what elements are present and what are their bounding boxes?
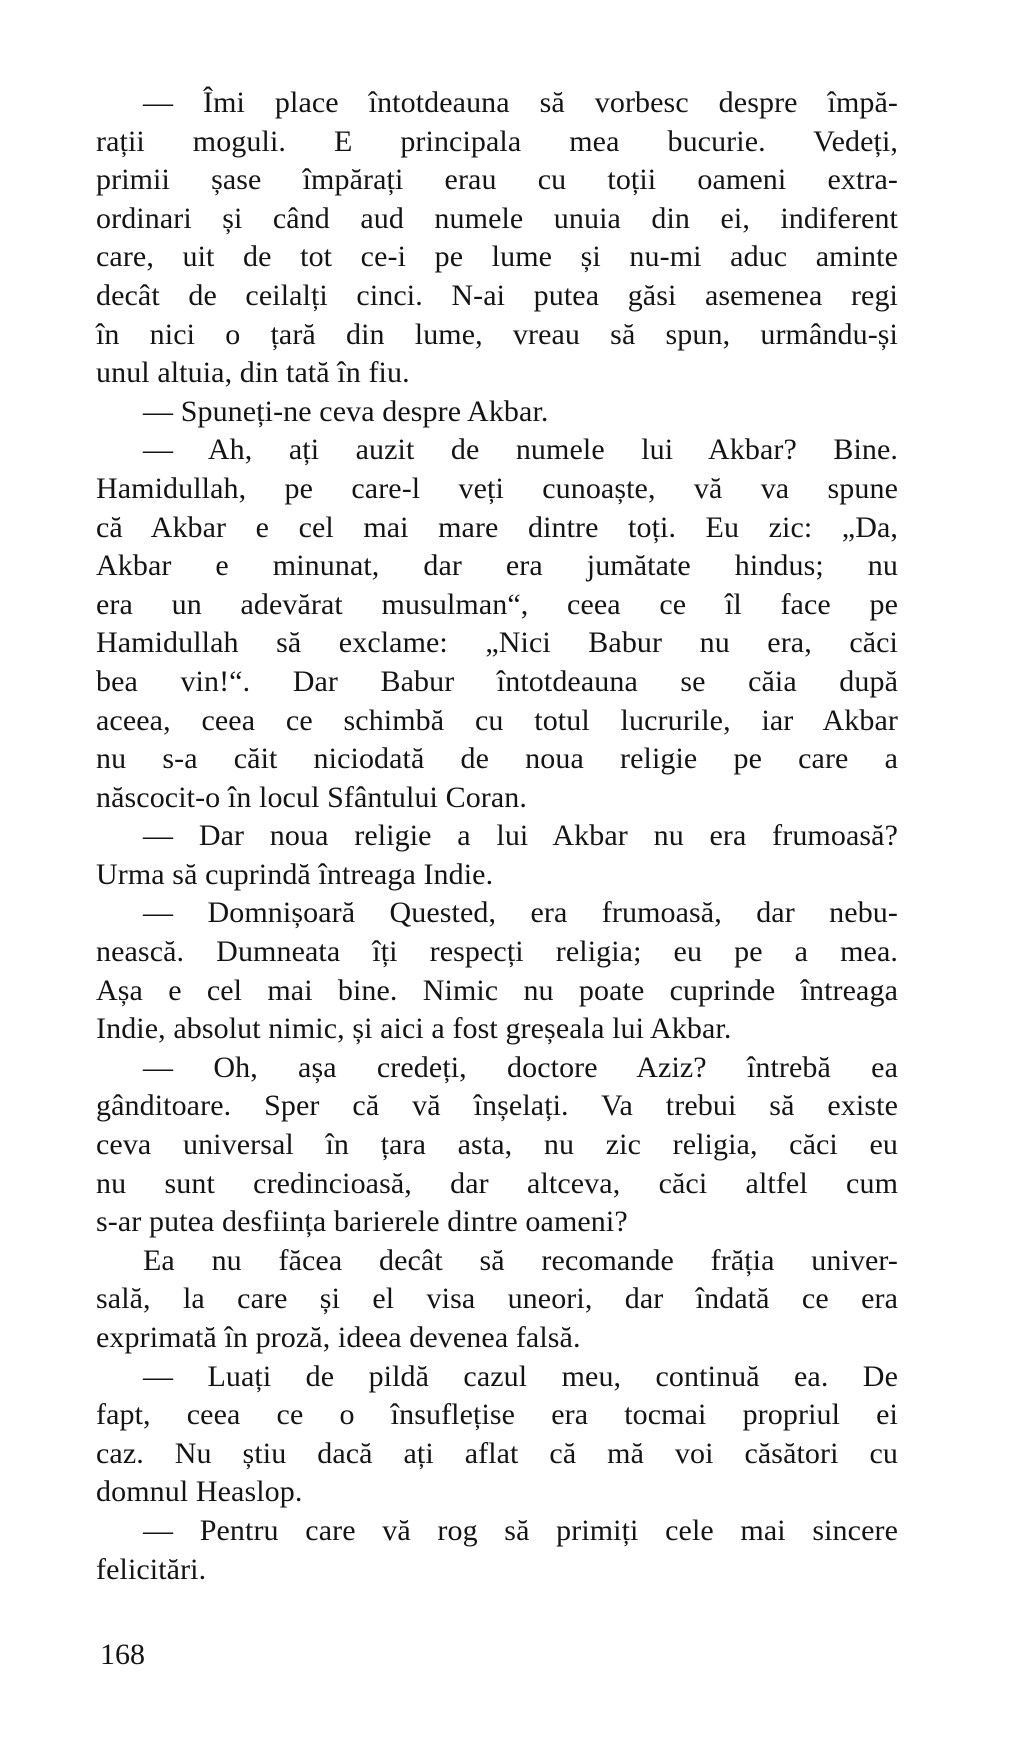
text-line: că Akbar e cel mai mare dintre toți. Eu zic: „Da, bbox=[96, 510, 898, 544]
paragraph bbox=[96, 393, 898, 432]
text-line: nu s-a căit niciodată de noua religie pe care a bbox=[96, 742, 898, 776]
text-line: în nici o țară din lume, vreau să spun, urmându-și bbox=[96, 317, 898, 351]
text-line: — Ah, ați auzit de numele lui Akbar? Bine. bbox=[143, 433, 898, 467]
text-line: rații moguli. E principala mea bucurie. Vedeți, bbox=[96, 124, 898, 158]
text-line: Așa e cel mai bine. Nimic nu poate cuprinde întreaga bbox=[96, 973, 898, 1007]
paragraph bbox=[96, 1242, 898, 1358]
text-line: bea vin!“. Dar Babur întotdeauna se căia după bbox=[96, 664, 898, 698]
text-line: nească. Dumneata îți respecți religia; eu pe a mea. bbox=[96, 935, 898, 969]
text-line: — Luați de pildă cazul meu, continuă ea. De bbox=[143, 1359, 898, 1393]
text-line: ordinari și când aud numele unuia din ei, indiferent bbox=[96, 201, 898, 235]
paragraph bbox=[96, 1512, 898, 1589]
paragraph bbox=[96, 1358, 898, 1512]
text-line: — Dar noua religie a lui Akbar nu era frumoasă? bbox=[143, 819, 898, 853]
text-line: — Pentru care vă rog să primiți cele mai sincere bbox=[143, 1513, 898, 1547]
text-line: fapt, ceea ce o însuflețise era tocmai propriul ei bbox=[96, 1398, 898, 1432]
paragraph bbox=[96, 1049, 898, 1242]
text-line: ceva universal în țara asta, nu zic religia, căci eu bbox=[96, 1128, 898, 1162]
text-line: decât de ceilalți cinci. N-ai putea găsi asemenea regi bbox=[96, 278, 898, 312]
text-line: Urma să cuprindă întreaga Indie. bbox=[96, 857, 494, 891]
paragraph bbox=[96, 84, 898, 393]
text-line: era un adevărat musulman“, ceea ce îl face pe bbox=[96, 587, 898, 621]
text-line: nu sunt credincioasă, dar altceva, căci altfel cum bbox=[96, 1166, 898, 1200]
text-line: sală, la care și el visa uneori, dar îndată ce era bbox=[96, 1282, 898, 1316]
text-line: felicitări. bbox=[96, 1552, 207, 1586]
text-line: aceea, ceea ce schimbă cu totul lucrurile, iar Akbar bbox=[96, 703, 898, 737]
page-number: 168 bbox=[100, 1638, 145, 1671]
text-line: care, uit de tot ce-i pe lume și nu-mi aduc aminte bbox=[96, 240, 898, 274]
paragraph bbox=[96, 431, 898, 817]
text-block bbox=[96, 84, 898, 1589]
text-line: Hamidullah, pe care-l veți cunoaște, vă va spune bbox=[96, 471, 898, 505]
text-line: — Oh, așa credeți, doctore Aziz? întrebă ea bbox=[143, 1050, 898, 1084]
text-line: Ea nu făcea decât să recomande frăția univer- bbox=[143, 1243, 898, 1277]
text-line: — Îmi place întotdeauna să vorbesc despre împă- bbox=[143, 86, 898, 119]
text-line: — Domnișoară Quested, era frumoasă, dar nebu- bbox=[143, 896, 898, 930]
text-line: primii șase împărați erau cu toții oameni extra- bbox=[96, 163, 898, 197]
text-line: născocit-o în locul Sfântului Coran. bbox=[96, 780, 528, 814]
text-line: exprimată în proză, ideea devenea falsă. bbox=[96, 1321, 581, 1354]
text-line: s-ar putea desființa barierele dintre oameni? bbox=[96, 1205, 628, 1239]
paragraph bbox=[96, 894, 898, 1048]
text-line: Indie, absolut nimic, și aici a fost greșeala lui Akbar. bbox=[96, 1012, 732, 1046]
text-line: Akbar e minunat, dar era jumătate hindus; nu bbox=[96, 549, 898, 583]
text-line: unul altuia, din tată în fiu. bbox=[96, 356, 410, 390]
text-line: — Spuneți-ne ceva despre Akbar. bbox=[143, 394, 549, 428]
text-line: gânditoare. Sper că vă înșelați. Va trebui să existe bbox=[96, 1089, 898, 1123]
paragraph bbox=[96, 817, 898, 894]
text-line: Hamidullah să exclame: „Nici Babur nu era, căci bbox=[96, 626, 898, 660]
text-line: caz. Nu știu dacă ați aflat că mă voi căsători cu bbox=[96, 1436, 898, 1470]
text-line: domnul Heaslop. bbox=[96, 1475, 303, 1509]
